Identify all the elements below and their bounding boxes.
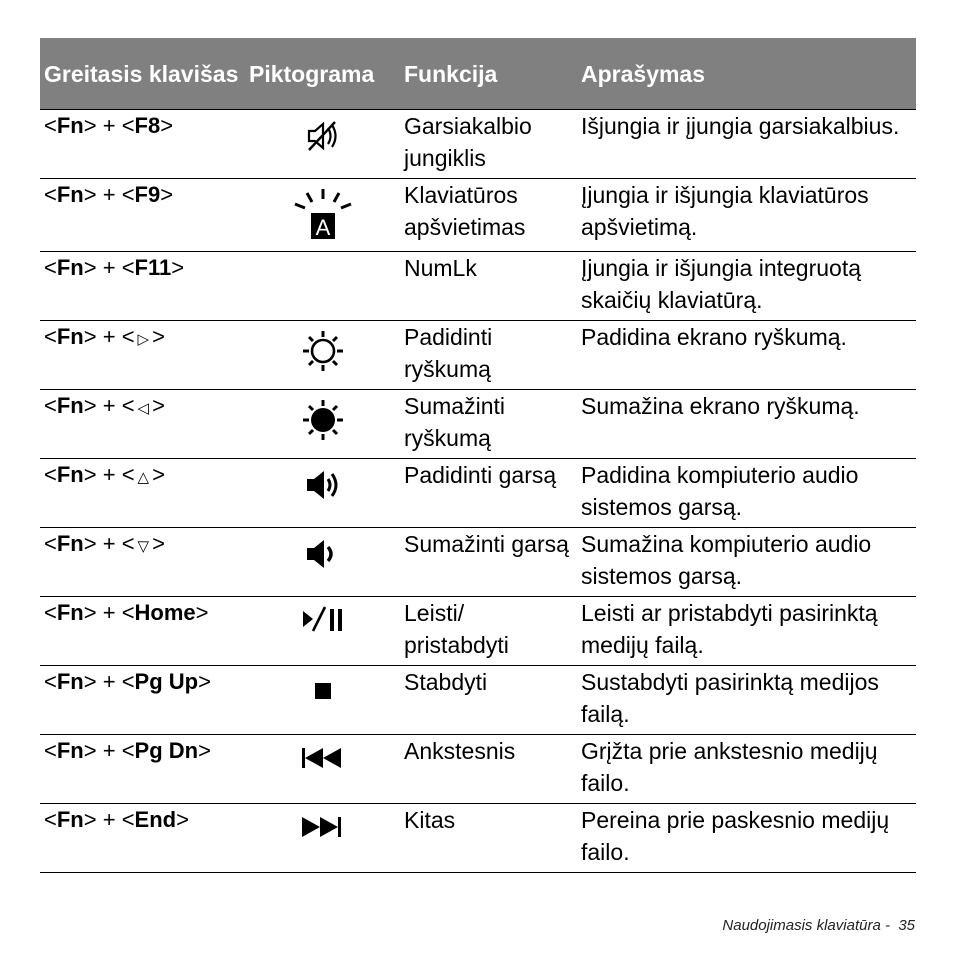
brightness-down-icon <box>301 421 345 447</box>
hotkey-key: F9 <box>134 182 161 207</box>
hotkey-plus: + <box>102 255 116 280</box>
function-cell: Klaviatūros apšvietimas <box>400 179 577 252</box>
hotkey-cell: <Fn> + <F9> <box>40 179 245 252</box>
hotkey-fn: Fn <box>56 324 84 349</box>
table-row <box>40 804 916 873</box>
table-row <box>40 390 916 459</box>
hotkey-plus: + <box>102 807 116 832</box>
icon-cell <box>245 735 400 804</box>
hotkey-fn: Fn <box>56 600 84 625</box>
hotkey-plus: + <box>102 324 116 349</box>
hotkey-fn: Fn <box>56 393 84 418</box>
hotkey-fn: Fn <box>56 182 84 207</box>
function-cell: Ankstesnis <box>400 735 577 804</box>
icon-cell <box>245 528 400 597</box>
table-row <box>40 459 916 528</box>
table-row <box>40 597 916 666</box>
function-cell: Leisti/ pristabdyti <box>400 597 577 666</box>
hotkey-cell: <Fn> + <Pg Up> <box>40 666 245 735</box>
function-cell: Padidinti garsą <box>400 459 577 528</box>
function-cell: Sumažinti garsą <box>400 528 577 597</box>
footer-section-title: Naudojimasis klaviatūra - <box>722 917 890 934</box>
function-cell: Sumažinti ryškumą <box>400 390 577 459</box>
icon-cell <box>245 597 400 666</box>
icon-cell <box>245 666 400 735</box>
header-icon: Piktograma <box>245 38 400 110</box>
keyboard-backlight-icon <box>293 215 353 248</box>
next-track-icon <box>298 821 348 847</box>
hotkey-plus: + <box>102 113 116 138</box>
hotkey-plus: + <box>102 531 116 556</box>
svg-text:A: A <box>315 215 330 240</box>
icon-cell <box>245 321 400 390</box>
table-row <box>40 321 916 390</box>
description-cell: Išjungia ir įjungia garsiakalbius. <box>577 110 916 179</box>
icon-cell <box>245 459 400 528</box>
description-cell: Sustabdyti pasirinktą medijos failą. <box>577 666 916 735</box>
hotkey-fn: Fn <box>56 462 84 487</box>
table-row <box>40 735 916 804</box>
table-header-row <box>40 38 916 110</box>
previous-track-icon <box>298 752 348 778</box>
hotkey-cell: <Fn> + < ▷ > <box>40 321 245 390</box>
hotkey-cell: <Fn> + <F8> <box>40 110 245 179</box>
hotkey-table <box>40 38 916 873</box>
hotkey-key: Pg Dn <box>134 738 199 763</box>
icon-cell <box>245 804 400 873</box>
hotkey-cell: <Fn> + <End> <box>40 804 245 873</box>
stop-icon <box>308 683 338 709</box>
hotkey-key: ▽ <box>137 538 150 555</box>
hotkey-key: End <box>134 807 177 832</box>
table-row <box>40 179 916 252</box>
hotkey-fn: Fn <box>56 807 84 832</box>
table-row <box>40 110 916 179</box>
hotkey-key: Pg Up <box>134 669 199 694</box>
header-function: Funkcija <box>400 38 577 110</box>
hotkey-plus: + <box>102 600 116 625</box>
hotkey-fn: Fn <box>56 531 84 556</box>
table-row <box>40 666 916 735</box>
description-cell: Sumažina ekrano ryškumą. <box>577 390 916 459</box>
table-row <box>40 252 916 321</box>
hotkey-key: △ <box>137 469 150 486</box>
hotkey-cell: <Fn> + < ◁ > <box>40 390 245 459</box>
hotkey-cell: <Fn> + <Pg Dn> <box>40 735 245 804</box>
header-description: Aprašymas <box>577 38 916 110</box>
hotkey-fn: Fn <box>56 669 84 694</box>
description-cell: Sumažina kompiuterio audio sistemos garsą. <box>577 528 916 597</box>
speaker-mute-icon <box>303 133 343 159</box>
hotkey-cell: <Fn> + < ▽ > <box>40 528 245 597</box>
hotkey-key: ▷ <box>137 331 150 348</box>
hotkey-fn: Fn <box>56 113 84 138</box>
volume-down-icon <box>303 551 343 577</box>
hotkey-cell: <Fn> + < △ > <box>40 459 245 528</box>
description-cell: Įjungia ir išjungia integruotą skaičių klaviatūrą. <box>577 252 916 321</box>
hotkey-plus: + <box>102 182 116 207</box>
table-row <box>40 528 916 597</box>
function-cell: Garsiakalbio jungiklis <box>400 110 577 179</box>
header-hotkey: Greitasis klavišas <box>40 38 245 110</box>
volume-up-icon <box>303 482 343 508</box>
icon-cell <box>245 179 400 252</box>
function-cell: Stabdyti <box>400 666 577 735</box>
hotkey-plus: + <box>102 669 116 694</box>
function-cell: NumLk <box>400 252 577 321</box>
description-cell: Padidina kompiuterio audio sistemos garsą. <box>577 459 916 528</box>
hotkey-fn: Fn <box>56 738 84 763</box>
description-cell: Grįžta prie ankstesnio medijų failo. <box>577 735 916 804</box>
hotkey-key: ◁ <box>137 400 150 417</box>
icon-cell <box>245 110 400 179</box>
hotkey-fn: Fn <box>56 255 84 280</box>
icon-cell <box>245 390 400 459</box>
play-pause-icon <box>299 614 347 640</box>
icon-cell <box>245 252 400 321</box>
description-cell: Padidina ekrano ryškumą. <box>577 321 916 390</box>
description-cell: Įjungia ir išjungia klaviatūros apšvietimą. <box>577 179 916 252</box>
hotkey-key: F8 <box>134 113 161 138</box>
description-cell: Leisti ar pristabdyti pasirinktą medijų failą. <box>577 597 916 666</box>
hotkey-cell: <Fn> + <Home> <box>40 597 245 666</box>
description-cell: Pereina prie paskesnio medijų failo. <box>577 804 916 873</box>
hotkey-cell: <Fn> + <F11> <box>40 252 245 321</box>
brightness-up-icon <box>301 352 345 378</box>
function-cell: Kitas <box>400 804 577 873</box>
hotkey-plus: + <box>102 738 116 763</box>
hotkey-key: F11 <box>134 255 172 280</box>
function-cell: Padidinti ryškumą <box>400 321 577 390</box>
page-footer <box>722 917 915 934</box>
page-number: 35 <box>898 917 915 934</box>
hotkey-key: Home <box>134 600 196 625</box>
hotkey-plus: + <box>102 393 116 418</box>
hotkey-plus: + <box>102 462 116 487</box>
